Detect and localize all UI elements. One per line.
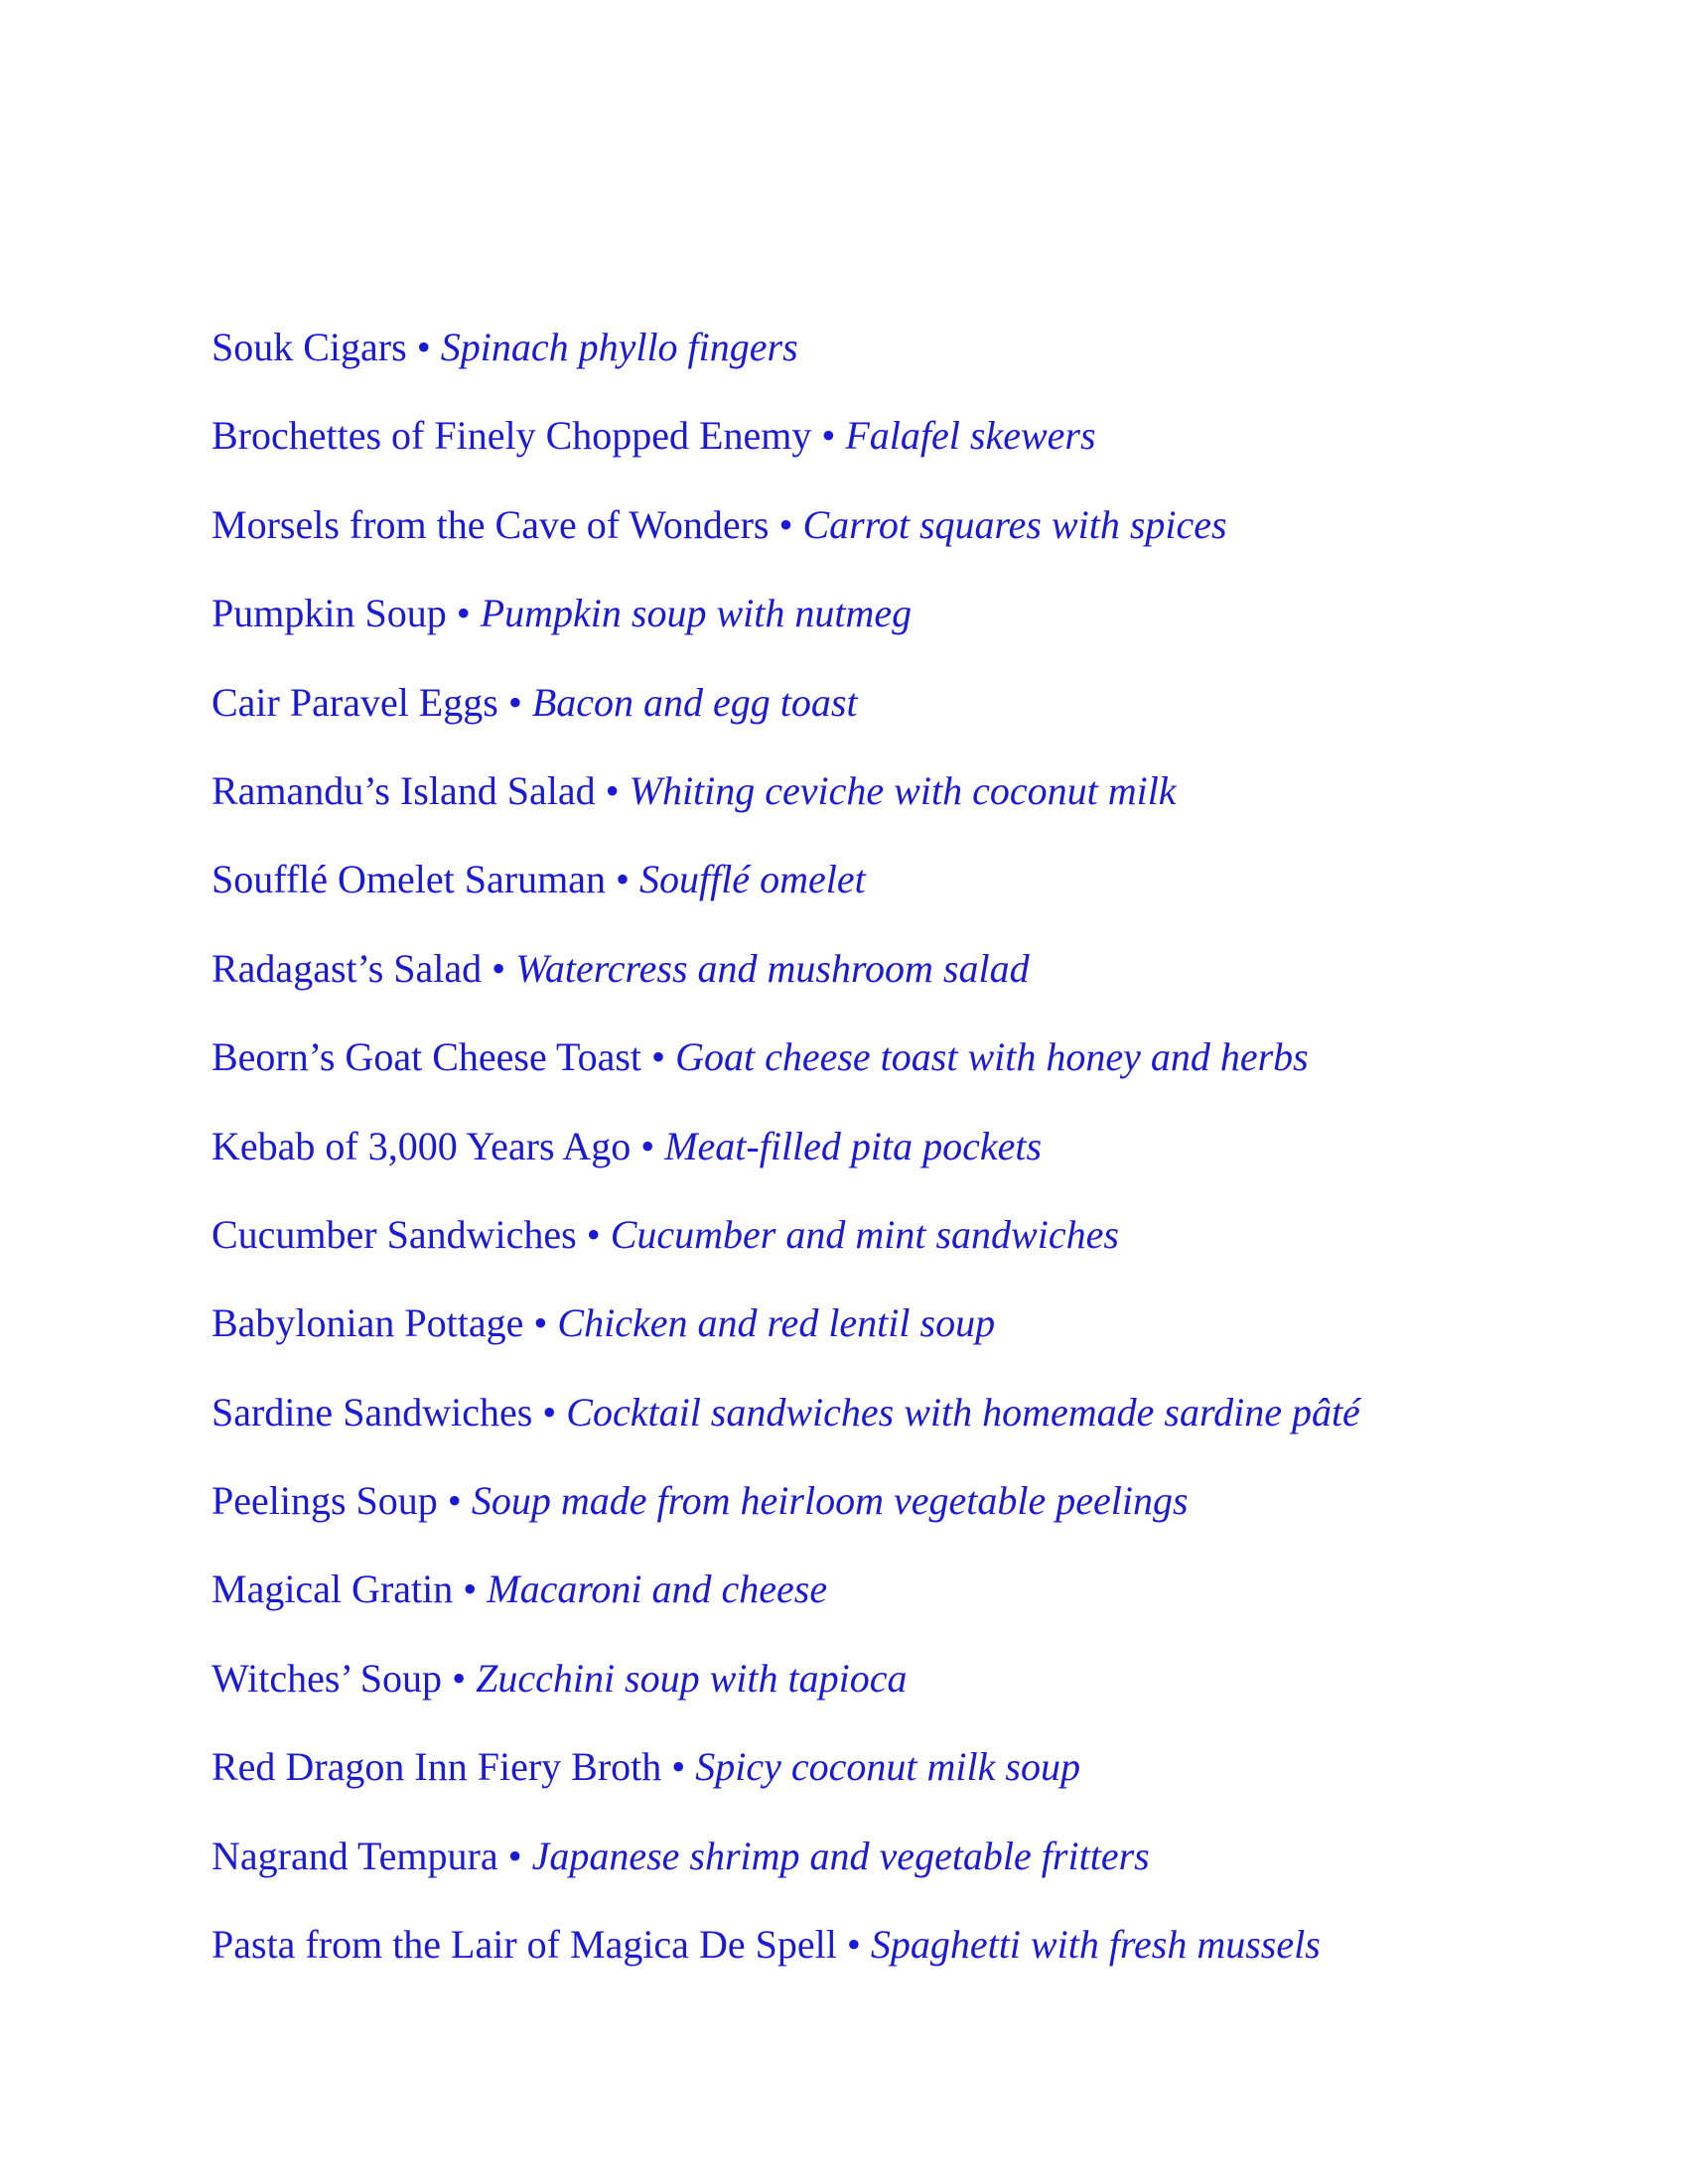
bullet-separator: • [651, 1034, 666, 1080]
recipe-title: Sardine Sandwiches [211, 1389, 533, 1434]
bullet-separator: • [615, 857, 630, 902]
recipe-description: Macaroni and cheese [487, 1567, 828, 1612]
recipe-description: Japanese shrimp and vegetable fritters [531, 1833, 1150, 1878]
bullet-separator: • [492, 945, 506, 991]
recipe-title: Radagast’s Salad [211, 945, 483, 991]
bullet-separator: • [846, 1922, 861, 1968]
bullet-separator: • [778, 501, 793, 547]
recipe-description: Falafel skewers [845, 413, 1096, 459]
recipe-item [211, 1562, 1552, 1650]
recipe-item [211, 497, 1552, 586]
recipe-item [211, 675, 1552, 763]
recipe-title: Witches’ Soup [211, 1655, 443, 1701]
recipe-item [211, 1917, 1552, 2005]
recipe-item [211, 1739, 1552, 1828]
recipe-item [211, 1829, 1552, 1917]
recipe-description: Goat cheese toast with honey and herbs [675, 1034, 1309, 1080]
recipe-item [211, 1296, 1552, 1384]
recipe-item [211, 941, 1552, 1029]
recipe-item [211, 852, 1552, 940]
recipe-title: Peelings Soup [211, 1478, 438, 1524]
recipe-description: Watercress and mushroom salad [515, 945, 1030, 991]
recipe-item [211, 320, 1552, 408]
recipe-description: Meat-filled pita pockets [664, 1123, 1043, 1168]
recipe-title: Kebab of 3,000 Years Ago [211, 1123, 632, 1168]
recipe-description: Soufflé omelet [638, 857, 866, 902]
bullet-separator: • [605, 767, 620, 813]
bullet-separator: • [456, 591, 471, 636]
recipe-description: Bacon and egg toast [531, 679, 858, 725]
recipe-description: Cucumber and mint sandwiches [610, 1211, 1119, 1257]
bullet-separator: • [463, 1567, 478, 1612]
bullet-separator: • [533, 1300, 548, 1346]
recipe-title: Beorn’s Goat Cheese Toast [211, 1034, 642, 1080]
recipe-item [211, 1651, 1552, 1739]
recipe-title: Soufflé Omelet Saruman [211, 857, 606, 902]
recipe-description: Chicken and red lentil soup [557, 1300, 996, 1346]
recipe-item [211, 1473, 1552, 1562]
bullet-separator: • [447, 1478, 462, 1524]
recipe-title: Ramandu’s Island Salad [211, 767, 596, 813]
bullet-separator: • [507, 1833, 522, 1878]
bullet-separator: • [452, 1655, 467, 1701]
recipe-description: Zucchini soup with tapioca [476, 1655, 908, 1701]
recipe-description: Soup made from heirloom vegetable peelings [471, 1478, 1189, 1524]
recipe-item [211, 408, 1552, 496]
recipe-title: Cucumber Sandwiches [211, 1211, 577, 1257]
recipe-description: Spaghetti with fresh mussels [870, 1922, 1321, 1968]
recipe-title: Pumpkin Soup [211, 591, 447, 636]
recipe-title: Babylonian Pottage [211, 1300, 524, 1346]
bullet-separator: • [586, 1211, 601, 1257]
recipe-title: Red Dragon Inn Fiery Broth [211, 1744, 662, 1790]
recipe-title: Nagrand Tempura [211, 1833, 498, 1878]
recipe-description: Spicy coconut milk soup [695, 1744, 1080, 1790]
bullet-separator: • [640, 1123, 655, 1168]
recipe-title: Pasta from the Lair of Magica De Spell [211, 1922, 837, 1968]
recipe-title: Brochettes of Finely Chopped Enemy [211, 413, 812, 459]
recipe-item [211, 763, 1552, 852]
bullet-separator: • [507, 679, 522, 725]
recipe-item [211, 586, 1552, 674]
recipe-title: Cair Paravel Eggs [211, 679, 498, 725]
recipe-item [211, 1119, 1552, 1207]
recipe-item [211, 1385, 1552, 1473]
recipe-item [211, 1207, 1552, 1296]
recipe-list [211, 320, 1552, 2005]
bullet-separator: • [821, 413, 836, 459]
recipe-title: Souk Cigars [211, 325, 407, 369]
recipe-description: Carrot squares with spices [802, 501, 1227, 547]
bullet-separator: • [416, 325, 431, 369]
recipe-description: Cocktail sandwiches with homemade sardine pâté [566, 1389, 1360, 1434]
recipe-title: Morsels from the Cave of Wonders [211, 501, 770, 547]
recipe-title: Magical Gratin [211, 1567, 454, 1612]
recipe-item [211, 1029, 1552, 1118]
recipe-description: Whiting ceviche with coconut milk [629, 767, 1177, 813]
recipe-description: Spinach phyllo fingers [440, 325, 798, 369]
recipe-description: Pumpkin soup with nutmeg [480, 591, 913, 636]
bullet-separator: • [542, 1389, 557, 1434]
bullet-separator: • [671, 1744, 686, 1790]
